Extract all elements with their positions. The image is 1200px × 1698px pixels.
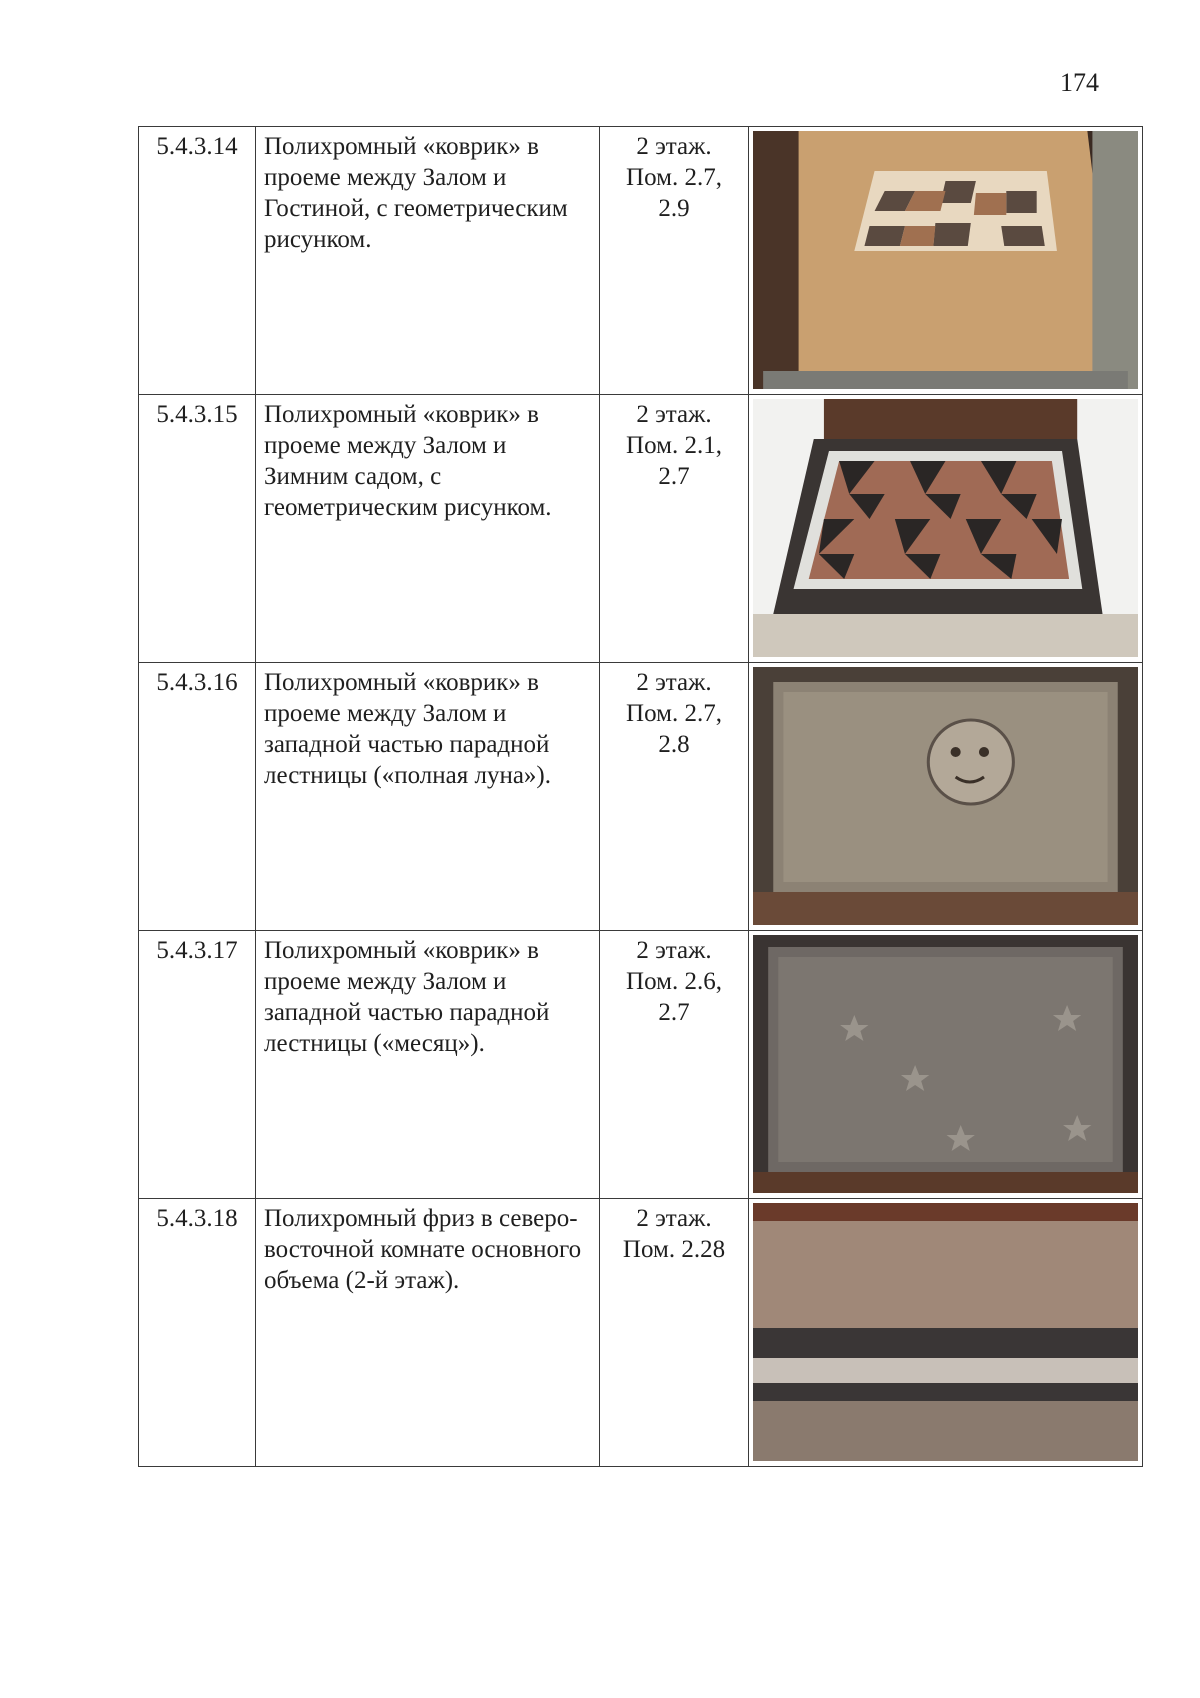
item-photo-cell bbox=[749, 395, 1143, 663]
item-code: 5.4.3.18 bbox=[139, 1199, 256, 1467]
item-location bbox=[600, 1199, 749, 1467]
item-location bbox=[600, 127, 749, 395]
floor-rug-crescent-photo bbox=[753, 935, 1138, 1193]
floor-rug-triangles-photo bbox=[753, 399, 1138, 657]
catalog-table bbox=[138, 126, 1143, 1467]
table-row bbox=[139, 663, 1143, 931]
floor-rug-full-moon-photo bbox=[753, 667, 1138, 925]
floor-rug-cubes-photo bbox=[753, 131, 1138, 389]
floor-frieze-photo bbox=[753, 1203, 1138, 1461]
item-description: Полихромный фриз в северо-восточной комнате основного объема (2-й этаж). bbox=[256, 1199, 600, 1467]
item-description: Полихромный «коврик» в проеме между Залом и Зимним садом, с геометрическим рисунком. bbox=[256, 395, 600, 663]
page-number: 174 bbox=[1060, 68, 1099, 97]
room-label-cont: 2.7 bbox=[658, 463, 690, 490]
room-label-cont: 2.7 bbox=[658, 999, 690, 1026]
item-description: Полихромный «коврик» в проеме между Залом и западной частью парадной лестницы («полная луна»). bbox=[256, 663, 600, 931]
room-label: Пом. 2.7, bbox=[626, 164, 722, 191]
item-photo-cell bbox=[749, 663, 1143, 931]
table-row bbox=[139, 127, 1143, 395]
item-location bbox=[600, 931, 749, 1199]
item-description: Полихромный «коврик» в проеме между Залом и западной частью парадной лестницы («месяц»). bbox=[256, 931, 600, 1199]
floor-label: 2 этаж. bbox=[636, 937, 712, 964]
room-label-cont: 2.8 bbox=[658, 731, 690, 758]
table-row bbox=[139, 931, 1143, 1199]
room-label-cont: 2.9 bbox=[658, 195, 690, 222]
item-code: 5.4.3.14 bbox=[139, 127, 256, 395]
item-location bbox=[600, 663, 749, 931]
item-code: 5.4.3.16 bbox=[139, 663, 256, 931]
table-row bbox=[139, 1199, 1143, 1467]
room-label: Пом. 2.7, bbox=[626, 700, 722, 727]
item-photo-cell bbox=[749, 127, 1143, 395]
item-description: Полихромный «коврик» в проеме между Залом и Гостиной, с геометрическим рисунком. bbox=[256, 127, 600, 395]
room-label: Пом. 2.1, bbox=[626, 432, 722, 459]
floor-label: 2 этаж. bbox=[636, 669, 712, 696]
item-location bbox=[600, 395, 749, 663]
room-label: Пом. 2.28 bbox=[622, 1236, 726, 1263]
room-label: Пом. 2.6, bbox=[626, 968, 722, 995]
table-row bbox=[139, 395, 1143, 663]
item-code: 5.4.3.15 bbox=[139, 395, 256, 663]
floor-label: 2 этаж. bbox=[636, 401, 712, 428]
floor-label: 2 этаж. bbox=[636, 133, 712, 160]
item-code: 5.4.3.17 bbox=[139, 931, 256, 1199]
item-photo-cell bbox=[749, 931, 1143, 1199]
floor-label: 2 этаж. bbox=[636, 1205, 712, 1232]
item-photo-cell bbox=[749, 1199, 1143, 1467]
